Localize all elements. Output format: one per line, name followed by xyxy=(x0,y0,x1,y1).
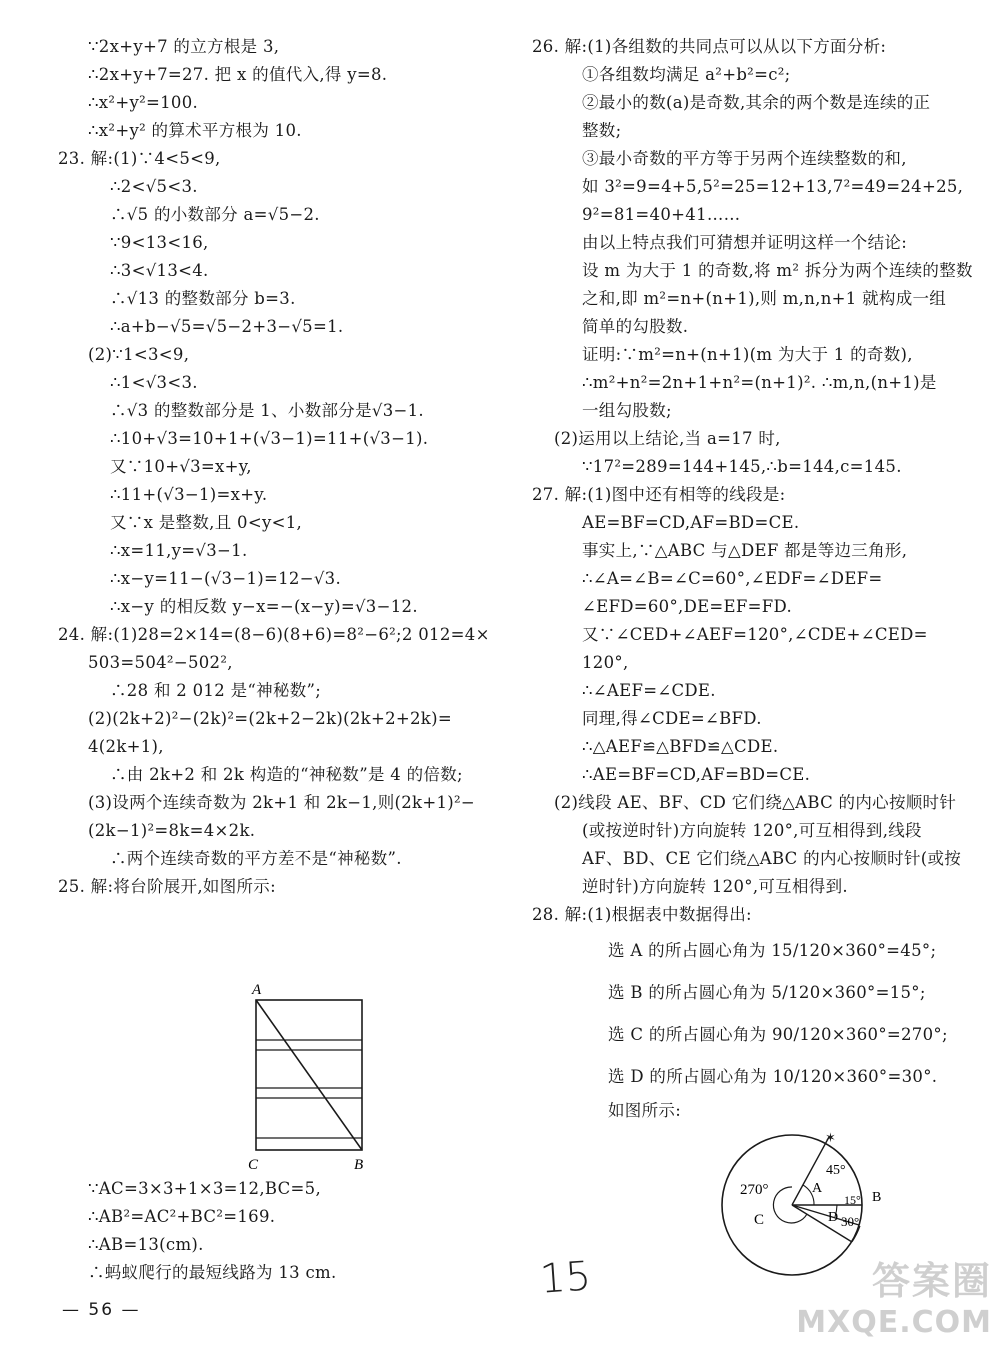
text-line: 9²=81=40+41…… xyxy=(582,205,741,224)
problem-heading: 28. 解:(1)根据表中数据得出: xyxy=(532,905,752,924)
pie-label-a: A xyxy=(812,1181,823,1196)
pie-label-a-angle: 45° xyxy=(826,1163,846,1178)
text-line: ∴10+√3=10+1+(√3−1)=11+(√3−1). xyxy=(110,429,429,448)
text-line: 之和,即 m²=n+(n+1),则 m,n,n+1 就构成一组 xyxy=(582,289,947,308)
text-line: ∴2x+y+7=27. 把 x 的值代入,得 y=8. xyxy=(88,65,388,84)
pie-label-d: D xyxy=(828,1210,839,1225)
point-label-c: C xyxy=(248,1157,259,1173)
text-line: ∴x²+y² 的算术平方根为 10. xyxy=(88,121,302,140)
text-line: ∴∠A=∠B=∠C=60°,∠EDF=∠DEF= xyxy=(582,569,883,588)
text-line: 4(2k+1), xyxy=(88,737,164,756)
text-line: ∴x−y 的相反数 y−x=−(x−y)=√3−12. xyxy=(110,597,418,616)
text-line: ③最小奇数的平方等于另两个连续整数的和, xyxy=(582,149,907,168)
angle-calc-line: 选 A 的所占圆心角为 15/120×360°=45°; xyxy=(608,941,937,960)
text-line: ②最小的数(a)是奇数,其余的两个数是连续的正 xyxy=(582,93,931,112)
svg-text:✶: ✶ xyxy=(825,1131,836,1146)
text-line: 又∵10+√3=x+y, xyxy=(110,457,252,476)
angle-calc-line: 选 C 的所占圆心角为 90/120×360°=270°; xyxy=(608,1025,948,1044)
text-line: ∴m²+n²=2n+1+n²=(n+1)². ∴m,n,(n+1)是 xyxy=(582,373,937,392)
text-line: ∴3<√13<4. xyxy=(110,261,209,280)
text-line: 如图所示: xyxy=(608,1101,682,1120)
text-line: ∴∠AEF=∠CDE. xyxy=(582,681,716,700)
text-line: (2)运用以上结论,当 a=17 时, xyxy=(554,429,781,448)
text-line: (2k−1)²=8k=4×2k. xyxy=(88,821,256,840)
text-line: 证明:∵m²=n+(n+1)(m 为大于 1 的奇数), xyxy=(582,345,913,364)
problem-heading: 26. 解:(1)各组数的共同点可以从以下方面分析: xyxy=(532,37,887,56)
text-line: 一组勾股数; xyxy=(582,401,672,420)
text-line: ∴AB²=AC²+BC²=169. xyxy=(88,1207,276,1226)
text-line: 逆时针)方向旋转 120°,可互相得到. xyxy=(582,877,848,896)
angle-calc-line: 选 B 的所占圆心角为 5/120×360°=15°; xyxy=(608,983,926,1002)
text-line: ∠EFD=60°,DE=EF=FD. xyxy=(582,597,793,616)
page-number: — 56 — xyxy=(62,1300,141,1320)
text-line: ∴√13 的整数部分 b=3. xyxy=(110,289,296,308)
text-line: ∴a+b−√5=√5−2+3−√5=1. xyxy=(110,317,344,336)
text-line: ∴x=11,y=√3−1. xyxy=(110,541,248,560)
text-line: ∴2<√5<3. xyxy=(110,177,198,196)
text-line: 120°, xyxy=(582,653,629,672)
text-line: ∴1<√3<3. xyxy=(110,373,198,392)
text-line: ∴蚂蚁爬行的最短线路为 13 cm. xyxy=(88,1263,337,1282)
pie-label-b-angle: 15° xyxy=(844,1193,861,1207)
pie-label-c: C xyxy=(754,1212,765,1228)
text-line: 由以上特点我们可猜想并证明这样一个结论: xyxy=(582,233,908,252)
text-line: 又∵∠CED+∠AEF=120°,∠CDE+∠CED= xyxy=(582,625,928,644)
text-line: ①各组数均满足 a²+b²=c²; xyxy=(582,65,791,84)
text-line: ∴√5 的小数部分 a=√5−2. xyxy=(110,205,320,224)
text-line: 同理,得∠CDE=∠BFD. xyxy=(582,709,762,728)
text-line: ∴11+(√3−1)=x+y. xyxy=(110,485,268,504)
right-column xyxy=(532,34,980,1126)
text-line: ∴AE=BF=CD,AF=BD=CE. xyxy=(582,765,811,784)
left-column-after-figure xyxy=(58,1176,518,1288)
text-line: ∴△AEF≌△BFD≌△CDE. xyxy=(582,737,779,756)
problem-heading: 25. 解:将台阶展开,如图所示: xyxy=(58,877,276,896)
text-line: ∵9<13<16, xyxy=(110,233,209,252)
watermark-line1: 答案圈 xyxy=(871,1259,992,1303)
text-line: ∴x²+y²=100. xyxy=(88,93,199,112)
text-line: (3)设两个连续奇数为 2k+1 和 2k−1,则(2k+1)²− xyxy=(88,793,476,812)
text-line: (2)∵1<3<9, xyxy=(88,345,190,364)
text-line: ∴由 2k+2 和 2k 构造的“神秘数”是 4 的倍数; xyxy=(110,765,463,784)
text-line: 如 3²=9=4+5,5²=25=12+13,7²=49=24+25, xyxy=(582,177,964,196)
text-line: 整数; xyxy=(582,121,622,140)
angle-calc-line: 选 D 的所占圆心角为 10/120×360°=30°. xyxy=(608,1067,938,1086)
text-line: (2)线段 AE、BF、CD 它们绕△ABC 的内心按顺时针 xyxy=(554,793,957,812)
watermark-line2: MXQE.COM xyxy=(796,1305,992,1340)
text-line: 事实上,∵△ABC 与△DEF 都是等边三角形, xyxy=(582,541,908,560)
pie-label-c-angle: 270° xyxy=(740,1182,769,1198)
left-column xyxy=(58,34,518,902)
point-label-b: B xyxy=(354,1157,364,1173)
problem-heading: 23. 解:(1)∵4<5<9, xyxy=(58,149,221,168)
text-line: ∵17²=289=144+145,∴b=144,c=145. xyxy=(582,457,902,476)
text-line: (或按逆时针)方向旋转 120°,可互相得到,线段 xyxy=(582,821,922,840)
text-line: AF、BD、CE 它们绕△ABC 的内心按顺时针(或按 xyxy=(582,849,962,868)
text-line: ∴AB=13(cm). xyxy=(88,1235,204,1254)
text-line: 简单的勾股数. xyxy=(582,317,689,336)
handwritten-number: 15 xyxy=(538,1253,593,1303)
text-line: ∴两个连续奇数的平方差不是“神秘数”. xyxy=(110,849,402,868)
problem-heading: 24. 解:(1)28=2×14=(8−6)(8+6)=8²−6²;2 012=4× xyxy=(58,625,490,644)
text-line: ∴x−y=11−(√3−1)=12−√3. xyxy=(110,569,342,588)
text-line: 503=504²−502², xyxy=(88,653,233,672)
text-line: 设 m 为大于 1 的奇数,将 m² 拆分为两个连续的整数 xyxy=(582,261,973,280)
stair-unfolded-figure xyxy=(240,978,380,1174)
pie-label-b: B xyxy=(872,1190,882,1205)
problem-heading: 27. 解:(1)图中还有相等的线段是: xyxy=(532,485,786,504)
text-line: ∴√3 的整数部分是 1、小数部分是√3−1. xyxy=(110,401,424,420)
text-line: AE=BF=CD,AF=BD=CE. xyxy=(582,513,800,532)
text-line: ∴28 和 2 012 是“神秘数”; xyxy=(110,681,322,700)
text-line: 又∵x 是整数,且 0<y<1, xyxy=(110,513,303,532)
text-line: (2)(2k+2)²−(2k)²=(2k+2−2k)(2k+2+2k)= xyxy=(88,709,452,728)
point-label-a: A xyxy=(252,982,262,998)
text-line: ∵AC=3×3+1×3=12,BC=5, xyxy=(88,1179,322,1198)
pie-label-d-angle: 30° xyxy=(841,1214,860,1229)
text-line: ∵2x+y+7 的立方根是 3, xyxy=(88,37,280,56)
watermark-logo xyxy=(792,1250,992,1340)
